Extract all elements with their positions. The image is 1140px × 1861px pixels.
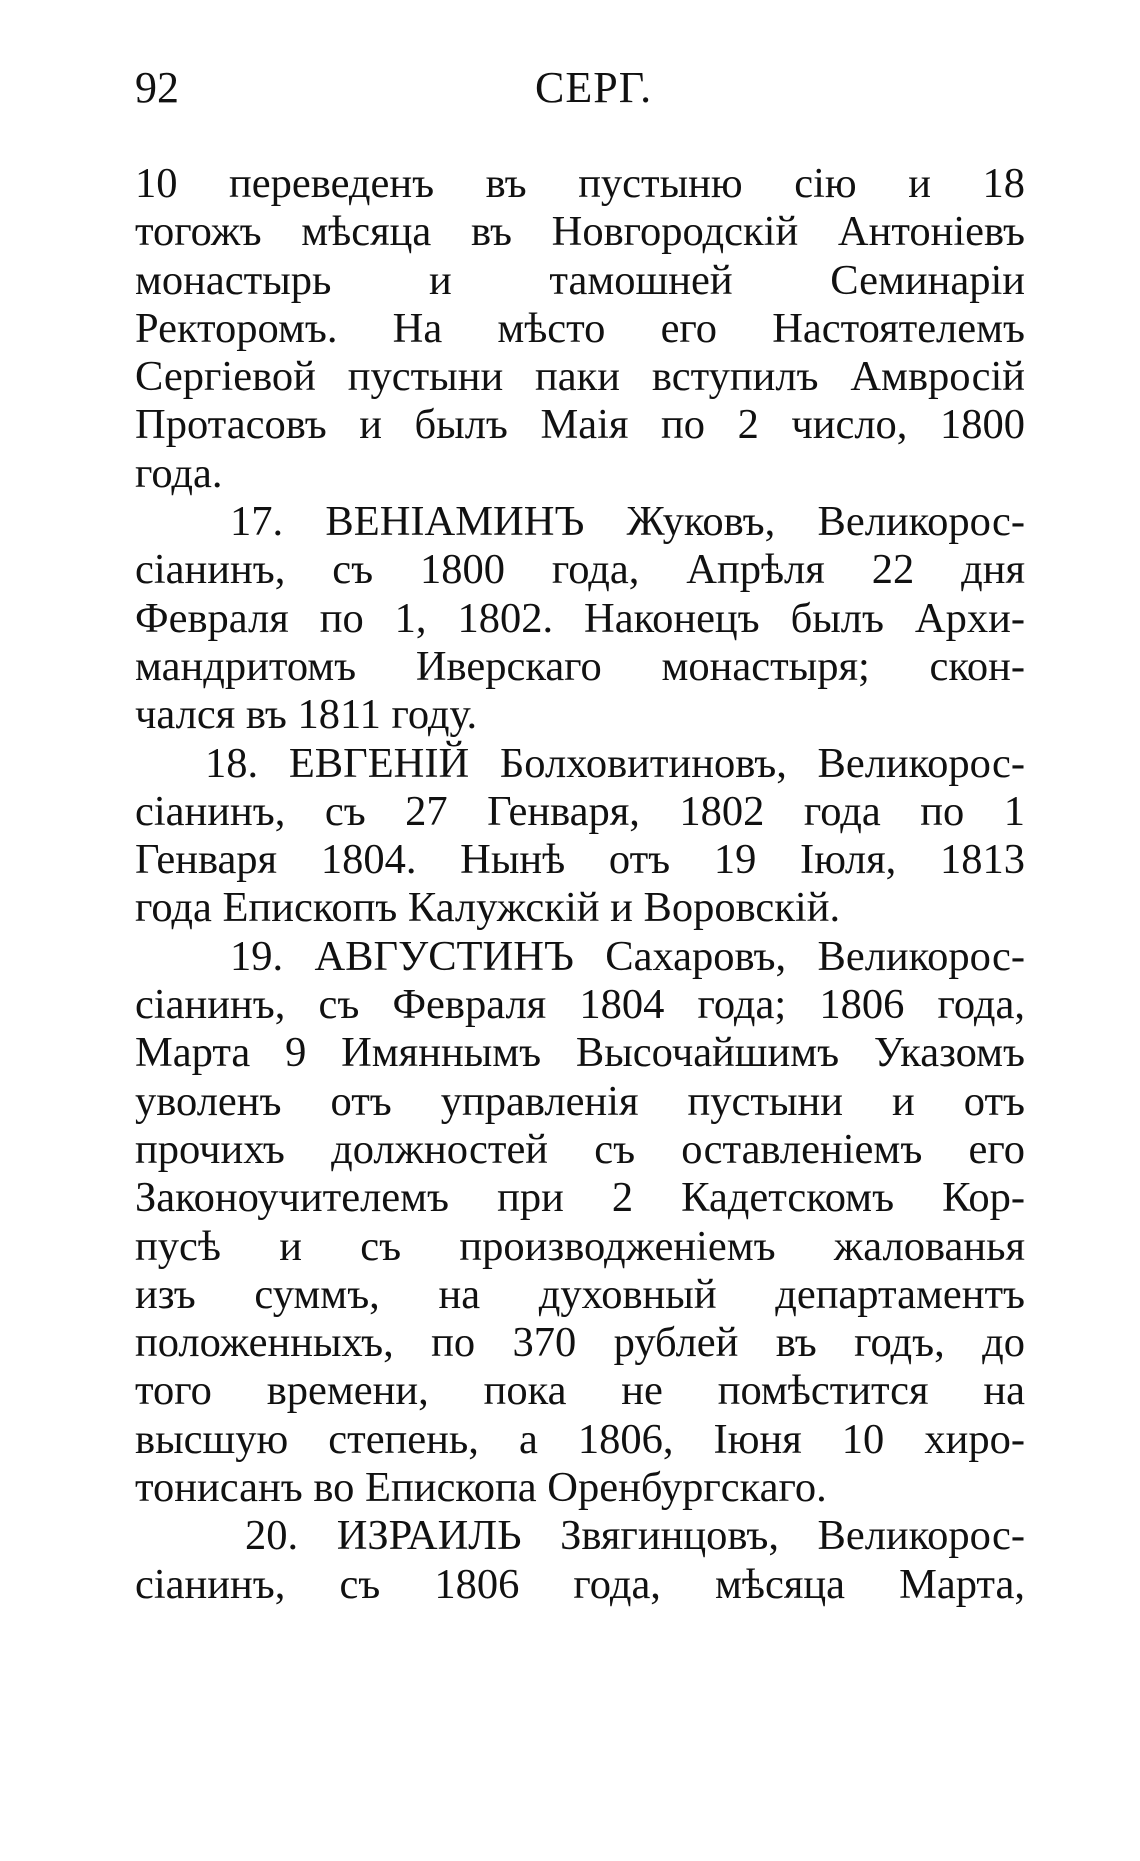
text-line: Ректоромъ. На мѣсто его Настоятелемъ	[135, 304, 1025, 352]
text-line: пусѣ и съ производженіемъ жалованья	[135, 1222, 1025, 1270]
text-line: положенныхъ, по 370 рублей въ годъ, до	[135, 1319, 1025, 1367]
text-line: Сергіевой пустыни паки вступилъ Амвросій	[135, 353, 1025, 401]
text-line: сіанинъ, съ Февраля 1804 года; 1806 года,	[135, 981, 1025, 1029]
text-line: тогожъ мѣсяца въ Новгородскій Антоніевъ	[135, 208, 1025, 256]
text-line: года Епископъ Калужскій и Воровскій.	[135, 884, 841, 932]
text-line: монастырь и тамошней Семинаріи	[135, 256, 1025, 304]
text-line: изъ суммъ, на духовный департаментъ	[135, 1270, 1025, 1318]
text-line: прочихъ должностей съ оставленіемъ его	[135, 1125, 1025, 1173]
text-line: тонисанъ во Епископа Оренбургскаго.	[135, 1464, 827, 1512]
text-line: года.	[135, 449, 223, 497]
text-line: мандритомъ Иверскаго монастыря; скон-	[135, 642, 1025, 690]
page-header	[135, 62, 1025, 122]
text-line: того времени, пока не помѣстится на	[135, 1367, 1025, 1415]
text-line: сіанинъ, съ 1800 года, Апрѣля 22 дня	[135, 546, 1025, 594]
text-line: чался въ 1811 году.	[135, 691, 478, 739]
text-line: 19. АВГУСТИНЪ Сахаровъ, Великорос-	[230, 932, 1025, 980]
text-line: Генваря 1804. Нынѣ отъ 19 Іюля, 1813	[135, 836, 1025, 884]
text-line: 18. ЕВГЕНІЙ Болховитиновъ, Великорос-	[205, 739, 1025, 787]
page-number: 92	[135, 63, 179, 112]
text-line: Марта 9 Имяннымъ Высочайшимъ Указомъ	[135, 1029, 1025, 1077]
running-head: СЕРГ.	[535, 63, 653, 112]
text-line: Февраля по 1, 1802. Наконецъ былъ Архи-	[135, 594, 1025, 642]
text-line: сіанинъ, съ 27 Генваря, 1802 года по 1	[135, 787, 1025, 835]
text-line: сіанинъ, съ 1806 года, мѣсяца Марта,	[135, 1560, 1025, 1608]
text-line: 10 переведенъ въ пустыню сію и 18	[135, 160, 1025, 207]
text-line: Протасовъ и былъ Маія по 2 число, 1800	[135, 401, 1025, 449]
text-line: уволенъ отъ управленія пустыни и отъ	[135, 1077, 1025, 1125]
text-line: Законоучителемъ при 2 Кадетскомъ Кор-	[135, 1174, 1025, 1222]
text-line: 17. ВЕНІАМИНЪ Жуковъ, Великорос-	[230, 498, 1025, 546]
text-line: 20. ИЗРАИЛЬ Звягинцовъ, Великорос-	[245, 1512, 1025, 1560]
body-text	[135, 160, 1025, 1609]
text-line: высшую степень, а 1806, Іюня 10 хиро-	[135, 1415, 1025, 1463]
